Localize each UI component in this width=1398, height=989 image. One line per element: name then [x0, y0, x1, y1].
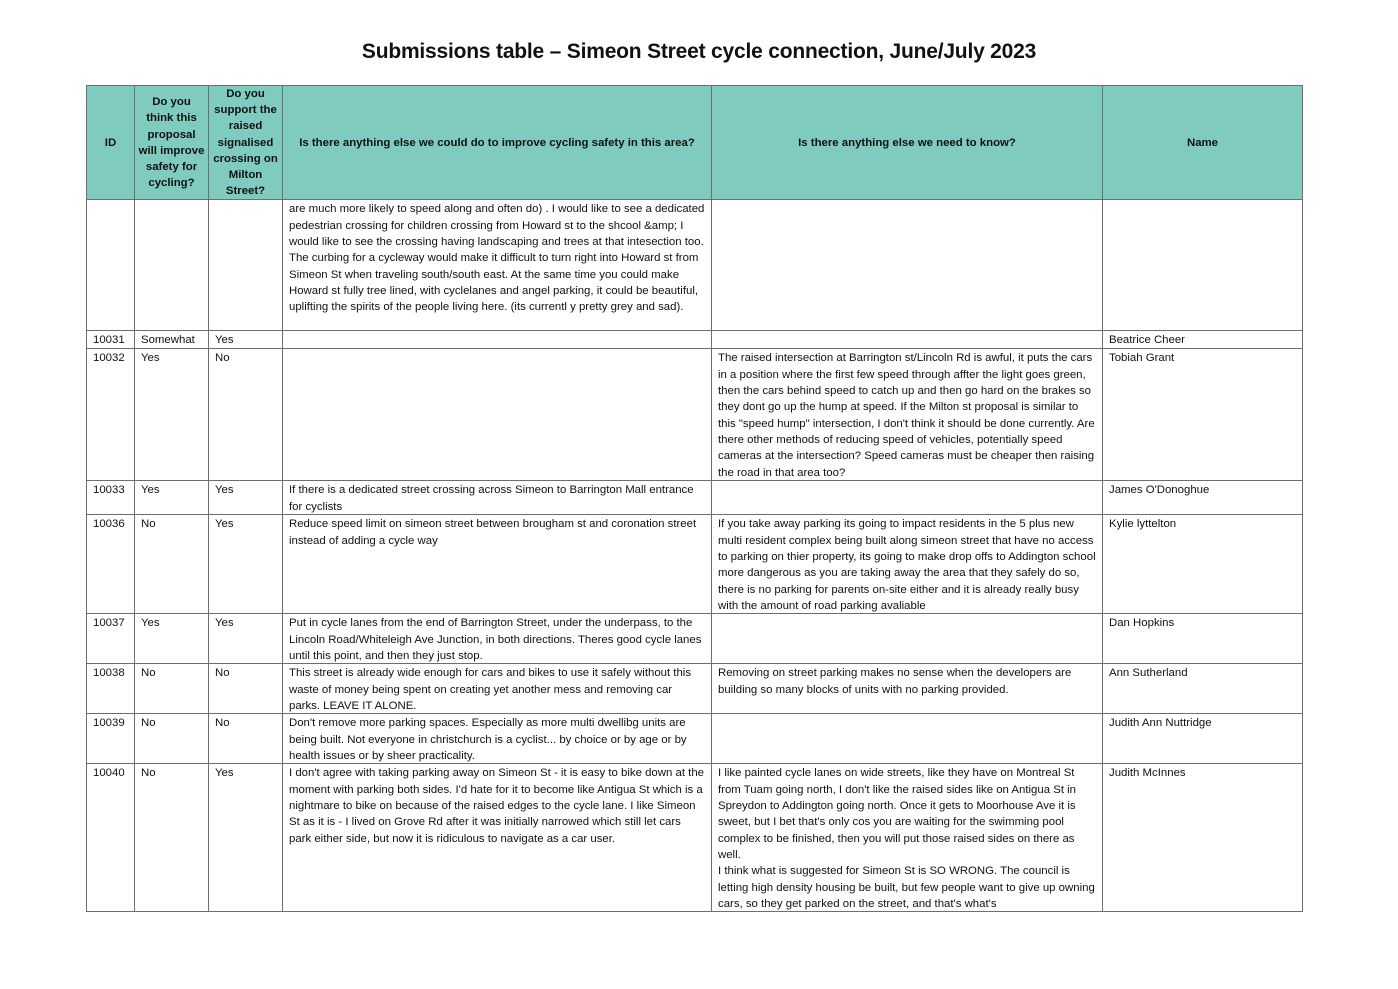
cell-know — [712, 331, 1103, 349]
cell-name: Ann Sutherland — [1103, 664, 1303, 714]
cell-know: The raised intersection at Barrington st/Lincoln Rd is awful, it puts the cars in a position where the first few speed through affter the light goes green, then the cars behind speed to catch up and then go hard on the brakes so they dont go up the hump at speed. If the Milton st proposal is similar to this "speed hump" intersection, I don't think it should be done currently. Are there other methods of reducing speed of vehicles, potentially speed cameras at the intersection? Speed cameras must be cheaper then raising the road in that area too? — [712, 349, 1103, 481]
cell-safety: No — [135, 515, 209, 614]
table-row — [87, 664, 1303, 714]
cell-id: 10031 — [87, 331, 135, 349]
cell-safety: No — [135, 764, 209, 912]
cell-crossing: No — [209, 714, 283, 764]
cell-safety: Somewhat — [135, 331, 209, 349]
cell-know — [712, 200, 1103, 331]
cell-name: Kylie lyttelton — [1103, 515, 1303, 614]
table-row — [87, 714, 1303, 764]
cell-id: 10040 — [87, 764, 135, 912]
table-row — [87, 515, 1303, 614]
cell-improve: are much more likely to speed along and often do) . I would like to see a dedicated pedestrian crossing for children crossing from Howard st to the shcool &amp; I would like to see the crossing having landscaping and trees at that intesection too. The curbing for a cycleway would make it difficult to turn right into Howard st from Simeon St when traveling south/south east. At the same time you could make Howard st fully tree lined, with cyclelanes and angel parking, it could be beautiful, uplifting the spirits of the people living here. (its currentl y pretty grey and sad). — [283, 200, 712, 331]
cell-improve: Put in cycle lanes from the end of Barrington Street, under the underpass, to the Lincoln Road/Whiteleigh Ave Junction, in both directions. Theres good cycle lanes until this point, and then they just stop. — [283, 614, 712, 664]
cell-id: 10039 — [87, 714, 135, 764]
cell-name: Judith Ann Nuttridge — [1103, 714, 1303, 764]
cell-name: James O'Donoghue — [1103, 481, 1303, 515]
cell-know: If you take away parking its going to impact residents in the 5 plus new multi resident complex being built along simeon street that have no access to parking on thier property, its going to make drop offs to Addington school more dangerous as you are taking away the area that they safely do so, there is no parking for parents on-site either and it is already really busy with the amount of road parking avaliable — [712, 515, 1103, 614]
cell-know — [712, 714, 1103, 764]
cell-know: Removing on street parking makes no sense when the developers are building so many blocks of units with no parking provided. — [712, 664, 1103, 714]
cell-improve: This street is already wide enough for cars and bikes to use it safely without this waste of money being spent on creating yet another mess and removing car parks. LEAVE IT ALONE. — [283, 664, 712, 714]
cell-safety: No — [135, 714, 209, 764]
cell-crossing — [209, 200, 283, 331]
table-row — [87, 200, 1303, 331]
header-crossing: Do you support the raised signalised crossing on Milton Street? — [209, 86, 283, 200]
cell-name — [1103, 200, 1303, 331]
cell-id: 10033 — [87, 481, 135, 515]
cell-safety: No — [135, 664, 209, 714]
header-improve: Is there anything else we could do to improve cycling safety in this area? — [283, 86, 712, 200]
cell-safety: Yes — [135, 349, 209, 481]
header-name: Name — [1103, 86, 1303, 200]
cell-improve: I don't agree with taking parking away on Simeon St - it is easy to bike down at the moment with parking both sides. I'd hate for it to become like Antigua St which is a nightmare to bike on because of the raised edges to the cycle lane. I like Simeon St as it is - I lived on Grove Rd after it was initially narrowed which still let cars park either side, but now it is ridiculous to navigate as a car user. — [283, 764, 712, 912]
table-row — [87, 331, 1303, 349]
cell-improve: Don't remove more parking spaces. Especially as more multi dwellibg units are being built. Not everyone in christchurch is a cyclist... by choice or by age or by health issues or by sheer practicality. — [283, 714, 712, 764]
submissions-table — [86, 85, 1303, 912]
cell-name: Beatrice Cheer — [1103, 331, 1303, 349]
table-header-row — [87, 86, 1303, 200]
cell-name: Dan Hopkins — [1103, 614, 1303, 664]
cell-know: I like painted cycle lanes on wide streets, like they have on Montreal St from Tuam going north, I don't like the raised sides like on Antigua St in Spreydon to Addington going north. Once it gets to Moorhouse Ave it is sweet, but I bet that's only cos you are waiting for the swimming pool complex to be finished, then you will put those raised sides on there as well. I think what is suggested for Simeon St is SO WRONG. The council is letting high density housing be built, but few people want to give up owning cars, so they get parked on the street, and that's what's — [712, 764, 1103, 912]
header-id: ID — [87, 86, 135, 200]
cell-id: 10036 — [87, 515, 135, 614]
cell-know — [712, 614, 1103, 664]
cell-id: 10038 — [87, 664, 135, 714]
header-safety: Do you think this proposal will improve safety for cycling? — [135, 86, 209, 200]
cell-safety: Yes — [135, 481, 209, 515]
cell-safety: Yes — [135, 614, 209, 664]
cell-name: Tobiah Grant — [1103, 349, 1303, 481]
cell-crossing: Yes — [209, 614, 283, 664]
cell-id — [87, 200, 135, 331]
cell-improve — [283, 349, 712, 481]
cell-crossing: Yes — [209, 764, 283, 912]
cell-id: 10032 — [87, 349, 135, 481]
cell-id: 10037 — [87, 614, 135, 664]
table-row — [87, 349, 1303, 481]
cell-know — [712, 481, 1103, 515]
cell-name: Judith McInnes — [1103, 764, 1303, 912]
cell-crossing: Yes — [209, 481, 283, 515]
header-know: Is there anything else we need to know? — [712, 86, 1103, 200]
table-row — [87, 614, 1303, 664]
cell-crossing: Yes — [209, 331, 283, 349]
table-row — [87, 481, 1303, 515]
cell-safety — [135, 200, 209, 331]
cell-crossing: No — [209, 349, 283, 481]
cell-improve — [283, 331, 712, 349]
cell-crossing: No — [209, 664, 283, 714]
table-row — [87, 764, 1303, 912]
cell-improve: If there is a dedicated street crossing across Simeon to Barrington Mall entrance for cyclists — [283, 481, 712, 515]
page-title: Submissions table – Simeon Street cycle connection, June/July 2023 — [361, 40, 1037, 63]
cell-crossing: Yes — [209, 515, 283, 614]
cell-improve: Reduce speed limit on simeon street between brougham st and coronation street instead of adding a cycle way — [283, 515, 712, 614]
